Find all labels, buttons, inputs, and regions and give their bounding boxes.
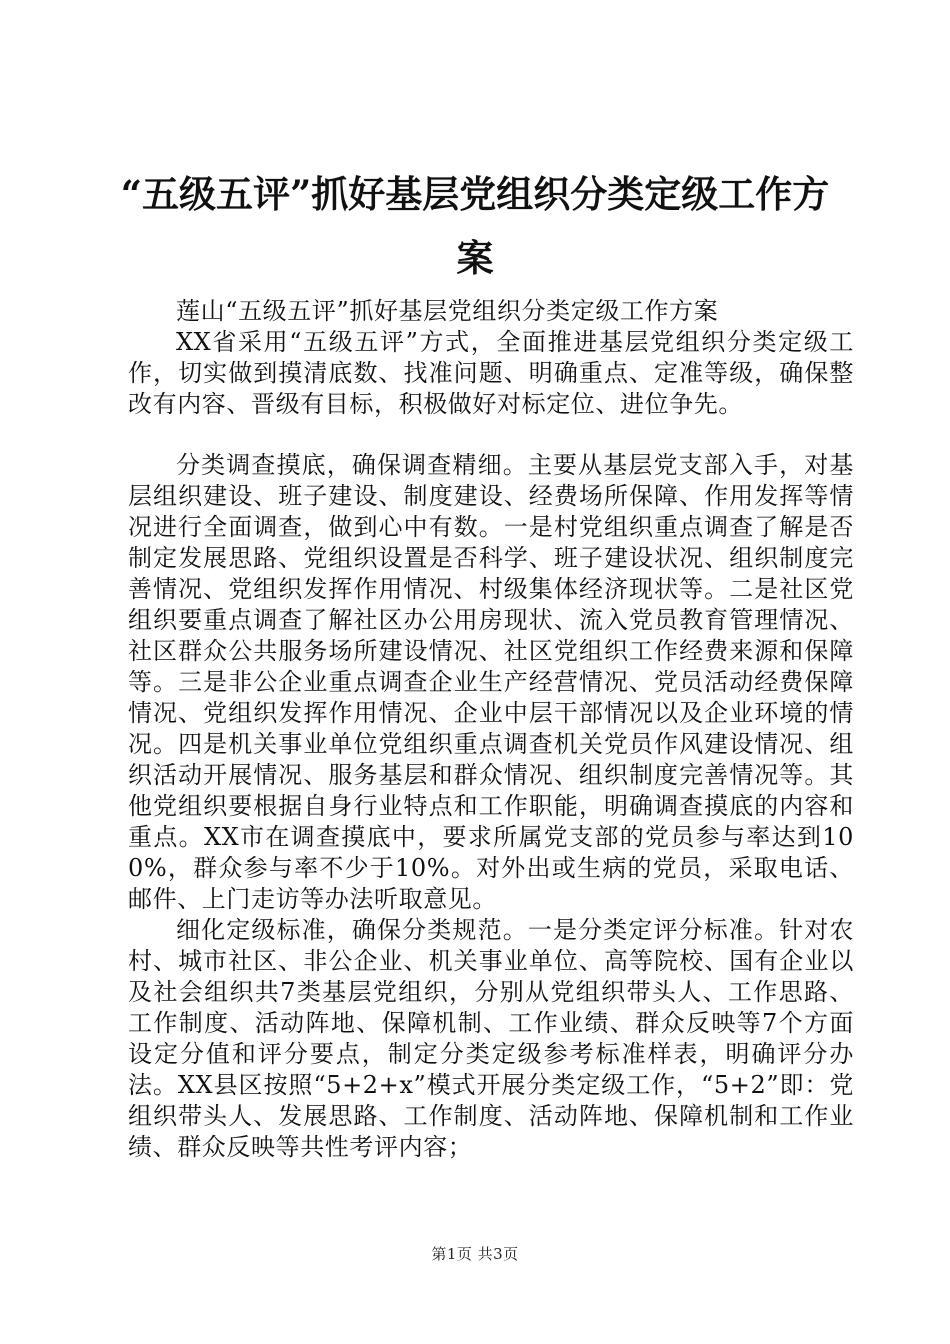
paragraph-standards: 细化定级标准，确保分类规范。一是分类定评分标准。针对农村、城市社区、非公企业、机关事业单位、高等院校、国有企业以及社会组织共7类基层党组织，分别从党组织带头人、工作思路、工作制度、活动阵地、保障机制、工作业绩、群众反映等7个方面设定分值和评分要点，制定分类定级参考标准样表，明确评分办法。XX县区按照“5+2+x”模式开展分类定级工作，“5+2”即：党组织带头人、发展思路、工作制度、活动阵地、保障机制和工作业绩、群众反映等共性考评内容； [128, 916, 854, 1161]
document-title: “五级五评”抓好基层党组织分类定级工作方案 [120, 172, 830, 280]
paragraph-intro: XX省采用“五级五评”方式，全面推进基层党组织分类定级工作，切实做到摸清底数、找准问题、明确重点、定准等级，确保整改有内容、晋级有目标，积极做好对标定位、进位争先。 [128, 328, 854, 418]
page-number-footer: 第1页 共3页 [431, 1245, 519, 1263]
document-subtitle: 莲山“五级五评”抓好基层党组织分类定级工作方案 [176, 297, 719, 325]
document-body [128, 296, 854, 1163]
paragraph-survey: 分类调查摸底，确保调查精细。主要从基层党支部入手，对基层组织建设、班子建设、制度建设、经费场所保障、作用发挥等情况进行全面调查，做到心中有数。一是村党组织重点调查了解是否制定发展思路、党组织设置是否科学、班子建设状况、组织制度完善情况、党组织发挥作用情况、村级集体经济现状等。二是社区党组织要重点调查了解社区办公用房现状、流入党员教育管理情况、社区群众公共服务场所建设情况、社区党组织工作经费来源和保障等。三是非公企业重点调查企业生产经营情况、党员活动经费保障情况、党组织发挥作用情况、企业中层干部情况以及企业环境的情况。四是机关事业单位党组织重点调查机关党员作风建设情况、组织活动开展情况、服务基层和群众情况、组织制度完善情况等。其他党组织要根据自身行业特点和工作职能，明确调查摸底的内容和重点。XX市在调查摸底中，要求所属党支部的党员参与率达到100%，群众参与率不少于10%。对外出或生病的党员，采取电话、邮件、上门走访等办法听取意见。 [128, 451, 854, 913]
